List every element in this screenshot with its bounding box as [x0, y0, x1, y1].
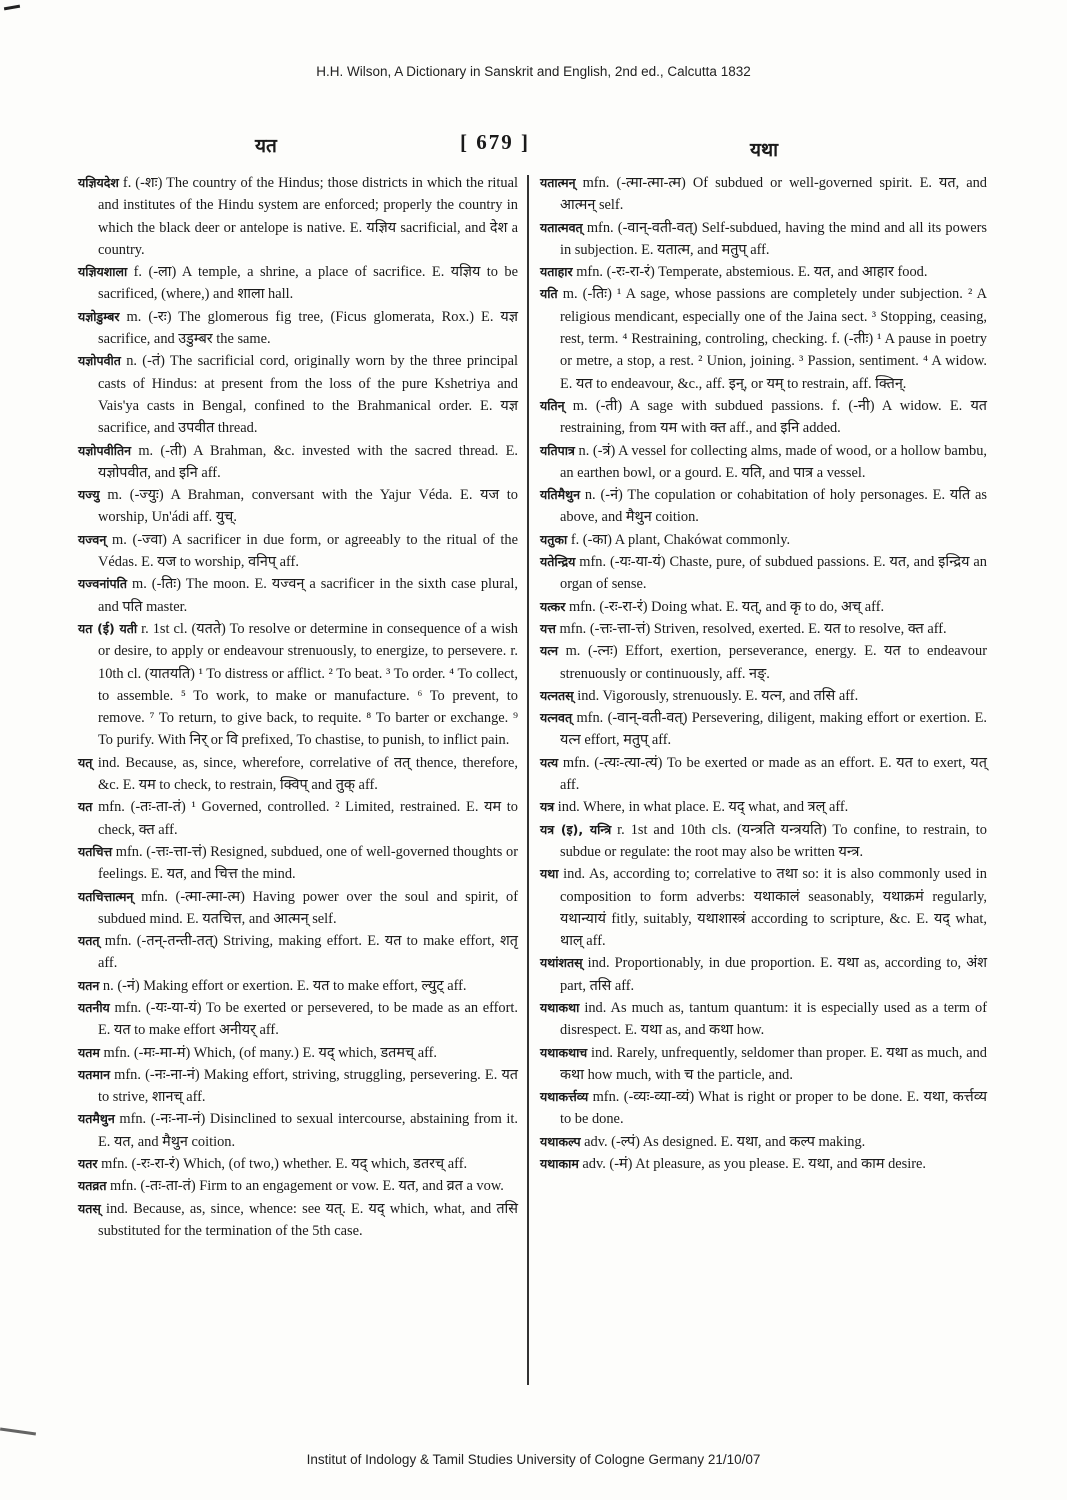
entry-definition: mfn. (-तः-ता-तं) ¹ Governed, controlled. ² Limited, restrained. E. यम to check, क्त aff. [92, 799, 518, 838]
entry-definition: ind. Because, as, since, wherefore, correlative of तत् thence, therefore, &c. E. यम to check, to restrain, क्विप् and तुक् aff. [92, 754, 518, 794]
entry-headword: यतिमैथुन [540, 487, 581, 503]
entry-headword: यज्ञियशाला [78, 264, 128, 280]
entry-definition: r. 1st and 10th cls. (यन्त्रति यन्त्रयति) To confine, to restrain, to subdue or regulate: the root may also be written यन्त्र. [560, 821, 987, 860]
entry-definition: mfn. (-व्यः-व्या-व्यं) What is right or proper to be done. E. यथा, कर्त्तव्य to be done. [560, 1089, 987, 1128]
entry-definition: n. (-नं) The copulation or cohabitation of holy personages. E. यति as above, and मैथुन coition. [560, 487, 987, 526]
entry-definition: m. (-ती) A Brahman, &c. invested with the sacred thread. E. यज्ञोपवीत, and इनि aff. [98, 442, 518, 481]
entry-headword: यति [540, 286, 558, 302]
dictionary-entry [540, 796, 987, 818]
entry-headword: यत्नवत् [540, 710, 573, 726]
dictionary-entry [78, 484, 518, 529]
entry-definition: mfn. (-नः-ना-नं) Disinclined to sexual intercourse, abstaining from it. E. यत, and मैथुन coition. [98, 1111, 518, 1150]
entry-definition: mfn. (-रः-रा-रं) Doing what. E. यत्, and कृ to do, अच् aff. [565, 598, 885, 615]
entry-headword: यतात्मन् [540, 175, 576, 190]
entry-headword: यतचित्तात्मन् [78, 888, 134, 904]
dictionary-entry [78, 1198, 518, 1243]
entry-headword: यत्न [540, 643, 559, 659]
entry-definition: ind. Rarely, unfrequently, seldomer than proper. E. यथा as much, and कथा how much, with च the particle, and. [560, 1044, 987, 1083]
running-head-left-word: यत [255, 135, 277, 157]
entry-definition: mfn. (-रः-रा-रं) Which, (of two,) whether. E. यद् which, डतरच् aff. [97, 1156, 468, 1173]
entry-definition: ind. Vigorously, strenuously. E. यत्न, and तसि aff. [573, 687, 859, 704]
entry-definition: m. (-ज्वा) A sacrificer in due form, or agreeably to the ritual of the Védas. E. यज to worship, वनिप् aff. [98, 531, 518, 571]
dictionary-entry [540, 283, 987, 394]
entry-headword: यज्ञोपवीतिन [78, 442, 132, 458]
dictionary-entry [540, 752, 987, 797]
dictionary-entry [540, 1131, 987, 1153]
dictionary-entry [540, 1153, 987, 1175]
entry-headword: यतर [78, 1156, 98, 1172]
entry-definition: m. (-ती) A sage with subdued passions. f. (-नी) A widow. E. यत restraining, from यम with क्त aff., and इनि added. [560, 397, 987, 437]
entry-headword: यतत् [78, 933, 100, 949]
dictionary-entry [540, 1086, 987, 1131]
entry-headword: यत्कर [540, 598, 566, 614]
dictionary-entry [540, 640, 987, 685]
entry-headword: यज्वनांपति [78, 576, 127, 592]
entry-definition: ind. Because, as, since, whence: see यत्. E. यद् which, what, and तसि substituted for the termination of the 5th case. [98, 1200, 518, 1239]
dictionary-entry [78, 618, 518, 752]
entry-definition: ind. Proportionably, in due proportion. E. यथा as, according to, अंश part, तसि aff. [560, 955, 987, 994]
entry-definition: mfn. (-त्मा-त्मा-त्म) Of subdued or well-governed spirit. E. यत, and आत्मन् self. [560, 175, 987, 214]
column-divider [527, 175, 529, 1385]
entry-headword: यत् [78, 754, 93, 770]
entry-definition: adv. (-मं) At pleasure, as you please. E. यथा, and काम desire. [578, 1156, 927, 1173]
entry-headword: यज्वन् [78, 531, 107, 547]
dictionary-entry [78, 841, 518, 886]
dictionary-entry [540, 395, 987, 440]
dictionary-entry [78, 975, 518, 997]
entry-headword: यत [78, 799, 93, 815]
entry-headword: यतव्रत [78, 1178, 107, 1194]
entry-definition: mfn. (-वान्-वती-वत्) Persevering, diligent, making effort or exertion. E. यत्न effort, मतुप् aff. [560, 710, 987, 749]
dictionary-entry [540, 217, 987, 262]
scan-edge-mark [0, 1428, 36, 1436]
source-citation: H.H. Wilson, A Dictionary in Sanskrit and English, 2nd ed., Calcutta 1832 [316, 64, 751, 79]
dictionary-entry [540, 172, 987, 217]
entry-headword: यज्ञियदेश [78, 175, 119, 190]
entry-definition: f. (-शः) The country of the Hindus; those districts in which the ritual and institutes of the Hindu system are enforced; properly the country in which the black deer or antelope is native. E. यज्ञिय sacrificial, and देश a country. [98, 175, 518, 258]
right-column [540, 172, 987, 1175]
entry-definition: n. (-त्रं) A vessel for collecting alms, made of wood, or a hollow bambu, an earthen bowl, or a gourd. E. यति, and पात्र a vessel. [560, 442, 987, 481]
dictionary-entry [78, 350, 518, 439]
dictionary-entry [78, 172, 518, 261]
dictionary-entry [78, 440, 518, 485]
entry-headword: यतिपात्र [540, 442, 575, 458]
entry-definition: mfn. (-रः-रा-रं) Temperate, abstemious. E. यत, and आहार food. [572, 264, 928, 281]
left-column [78, 172, 518, 1242]
entry-definition: f. (-ला) A temple, a shrine, a place of sacrifice. E. यज्ञिय to be sacrificed, (where,) and शाला hall. [98, 264, 518, 303]
entry-definition: mfn. (-त्तः-त्ता-त्तं) Resigned, subdued, one of well-governed thoughts or feelings. E. यत, and चित्त the mind. [98, 843, 518, 883]
dictionary-entry [78, 1153, 518, 1175]
entry-headword: यथाकर्त्तव्य [540, 1089, 589, 1105]
dictionary-entry [78, 573, 518, 618]
entry-definition: m. (-ज्युः) A Brahman, conversant with the Yajur Véda. E. यज to worship, Un'ádi aff. युच्. [98, 487, 518, 526]
entry-definition: r. 1st cl. (यतते) To resolve or determine in consequence of a wish or desire, to apply or endeavour strenuously, to energize, to persevere. r. 10th cl. (यातयति) ¹ To distress or afflict. ² To beat. ³ To order. ⁴ To collect, to assemble. ⁵ To work, to make or manufacture. ⁶ To prevent, to remove. ⁷ To return, to give back, to requite. ⁸ To barter or exchange. ⁹ To purify. With निर् or वि prefixed, To chastise, to punish, to inflict pain. [98, 620, 518, 749]
footer-credit: Institut of Indology & Tamil Studies University of Cologne Germany 21/10/07 [306, 1452, 761, 1467]
entry-definition: ind. As, according to; correlative to तथा so: it is also commonly used in composition to form adverbs: यथाकालं seasonably, यथाक्रमं regularly, यथान्यायं fitly, suitably, यथाशास्त्रं according to scripture, &c. E. यद् what, थाल् aff. [558, 866, 987, 950]
entry-headword: यतस् [78, 1200, 101, 1216]
entry-headword: यतेन्द्रिय [540, 554, 576, 570]
dictionary-entry [78, 997, 518, 1042]
dictionary-entry [78, 306, 518, 351]
entry-headword: यतात्मवत् [540, 219, 583, 235]
entry-headword: यतनीय [78, 999, 110, 1015]
entry-definition: mfn. (-तः-ता-तं) Firm to an engagement or vow. E. यत, and व्रत a vow. [106, 1178, 504, 1195]
dictionary-entry [78, 886, 518, 931]
dictionary-entry [540, 819, 987, 864]
entry-definition: mfn. (-मः-मा-मं) Which, (of many.) E. यद् which, डतमच् aff. [99, 1044, 438, 1061]
entry-definition: mfn. (-तन्-तन्ती-तत्) Striving, making effort. E. यत to make effort, शतृ aff. [98, 933, 518, 972]
entry-headword: यतिन् [540, 397, 565, 413]
entry-headword: यत्र (इ), यन्त्रि [540, 821, 612, 837]
entry-definition: m. (-त्नः) Effort, exertion, perseverance, energy. E. यत to endeavour strenuously or continuously, aff. नङ्. [558, 643, 987, 682]
entry-headword: यथाकल्प [540, 1133, 581, 1149]
entry-headword: यतुका [540, 531, 568, 547]
entry-definition: mfn. (-यः-या-यं) Chaste, pure, of subdued passions. E. यत, and इन्द्रिय an organ of sense. [560, 554, 987, 593]
dictionary-entry [540, 1042, 987, 1087]
running-head [80, 130, 980, 162]
entry-headword: यतन [78, 977, 100, 993]
dictionary-entry [540, 618, 987, 640]
dictionary-entry [78, 1108, 518, 1153]
dictionary-entry [540, 529, 987, 551]
entry-definition: n. (-तं) The sacrificial cord, originally worn by the three principal casts of Hindus: at present from the loss of the pure Kshetriya and Vais'ya casts in Bengal, confined to the Brahmanical order. E. यज्ञ sacrifice, and उपवीत thread. [98, 353, 518, 437]
entry-headword: यथाकाम [540, 1156, 579, 1172]
entry-headword: यताहार [540, 264, 573, 280]
entry-definition: m. (-तिः) The moon. E. यज्वन् a sacrificer in the sixth case plural, and पति master. [98, 576, 518, 615]
scan-corner-mark [4, 5, 20, 11]
page-number: [ 679 ] [460, 130, 530, 154]
dictionary-entry [78, 752, 518, 797]
dictionary-entry [540, 997, 987, 1042]
entry-headword: यतमैथुन [78, 1111, 115, 1127]
entry-headword: यज्यु [78, 487, 100, 503]
entry-headword: यथा [540, 866, 559, 882]
dictionary-entry [78, 261, 518, 306]
dictionary-entry [540, 952, 987, 997]
entry-headword: यत्र [540, 799, 555, 815]
entry-definition: mfn. (-वान्-वती-वत्) Self-subdued, having the mind and all its powers in subjection. E. यतात्म, and मतुप् aff. [560, 219, 987, 258]
entry-headword: यत (ई) यती [78, 620, 138, 636]
entry-headword: यथाकथा [540, 999, 580, 1015]
entry-definition: m. (-रः) The glomerous fig tree, (Ficus glomerata, Rox.) E. यज्ञ sacrifice, and उडुम्बर the same. [98, 308, 518, 348]
dictionary-entry [78, 1042, 518, 1064]
entry-definition: mfn. (-त्मा-त्मा-त्म) Having power over the soul and spirit, of subdued mind. E. यतचित्त, and आत्मन् self. [98, 888, 518, 927]
dictionary-entry [540, 596, 987, 618]
dictionary-entry [540, 440, 987, 485]
entry-definition: mfn. (-त्यः-त्या-त्यं) To be exerted or made as an effort. E. यत to exert, यत् aff. [558, 754, 987, 794]
dictionary-entry [540, 707, 987, 752]
entry-headword: यज्ञोडुम्बर [78, 308, 120, 324]
entry-headword: यत्त [540, 620, 556, 636]
entry-headword: यथांशतस् [540, 955, 583, 971]
entry-definition: ind. As much as, tantum quantum: it is especially used as a term of disrespect. E. यथा as, and कथा how. [560, 999, 987, 1039]
entry-headword: यत्य [540, 754, 559, 770]
dictionary-entry [78, 1175, 518, 1197]
dictionary-entry [540, 261, 987, 283]
entry-definition: mfn. (-त्तः-त्ता-त्तं) Striven, resolved, exerted. E. यत to resolve, क्त aff. [555, 620, 947, 637]
dictionary-entry [540, 863, 987, 952]
entry-headword: यज्ञोपवीत [78, 353, 121, 369]
entry-definition: f. (-का) A plant, Chakówat commonly. [567, 531, 791, 548]
dictionary-entry [78, 1064, 518, 1109]
entry-definition: adv. (-ल्पं) As designed. E. यथा, and कल्प making. [580, 1133, 866, 1150]
entry-headword: यतम [78, 1044, 100, 1060]
entry-headword: यतचित्त [78, 843, 113, 859]
dictionary-entry [78, 529, 518, 574]
dictionary-entry [540, 551, 987, 596]
dictionary-entry [540, 484, 987, 529]
dictionary-entry [78, 930, 518, 975]
entry-definition: mfn. (-नः-ना-नं) Making effort, striving, struggling, persevering. E. यत to strive, शानच् aff. [98, 1066, 518, 1106]
dictionary-entry [540, 685, 987, 707]
entry-definition: n. (-नं) Making effort or exertion. E. यत to make effort, ल्युट् aff. [99, 977, 467, 994]
running-head-right-word: यथा [750, 139, 779, 161]
entry-definition: m. (-तिः) ¹ A sage, whose passions are completely under subjection. ² A religious mendicant, especially one of the Jaina sect. ³ Stopping, ceasing, rest, term. ⁴ Restraining, controling, checking. f. (-तीः) ¹ A pause in poetry or metre, a stop, a rest. ² Union, joining. ³ Passion, sentiment. ⁴ A widow. E. यत to endeavour, &c., aff. इन्, or यम् to restrain, aff. क्तिन्. [557, 286, 987, 392]
entry-definition: mfn. (-यः-या-यं) To be exerted or persevered, to be made as an effort. E. यत to make effort अनीयर् aff. [98, 999, 518, 1039]
dictionary-entry [78, 796, 518, 841]
entry-headword: यथाकथाच [540, 1044, 588, 1060]
entry-definition: ind. Where, in what place. E. यद् what, and त्रल् aff. [554, 799, 849, 816]
entry-headword: यत्नतस् [540, 687, 574, 703]
entry-headword: यतमान [78, 1066, 111, 1082]
